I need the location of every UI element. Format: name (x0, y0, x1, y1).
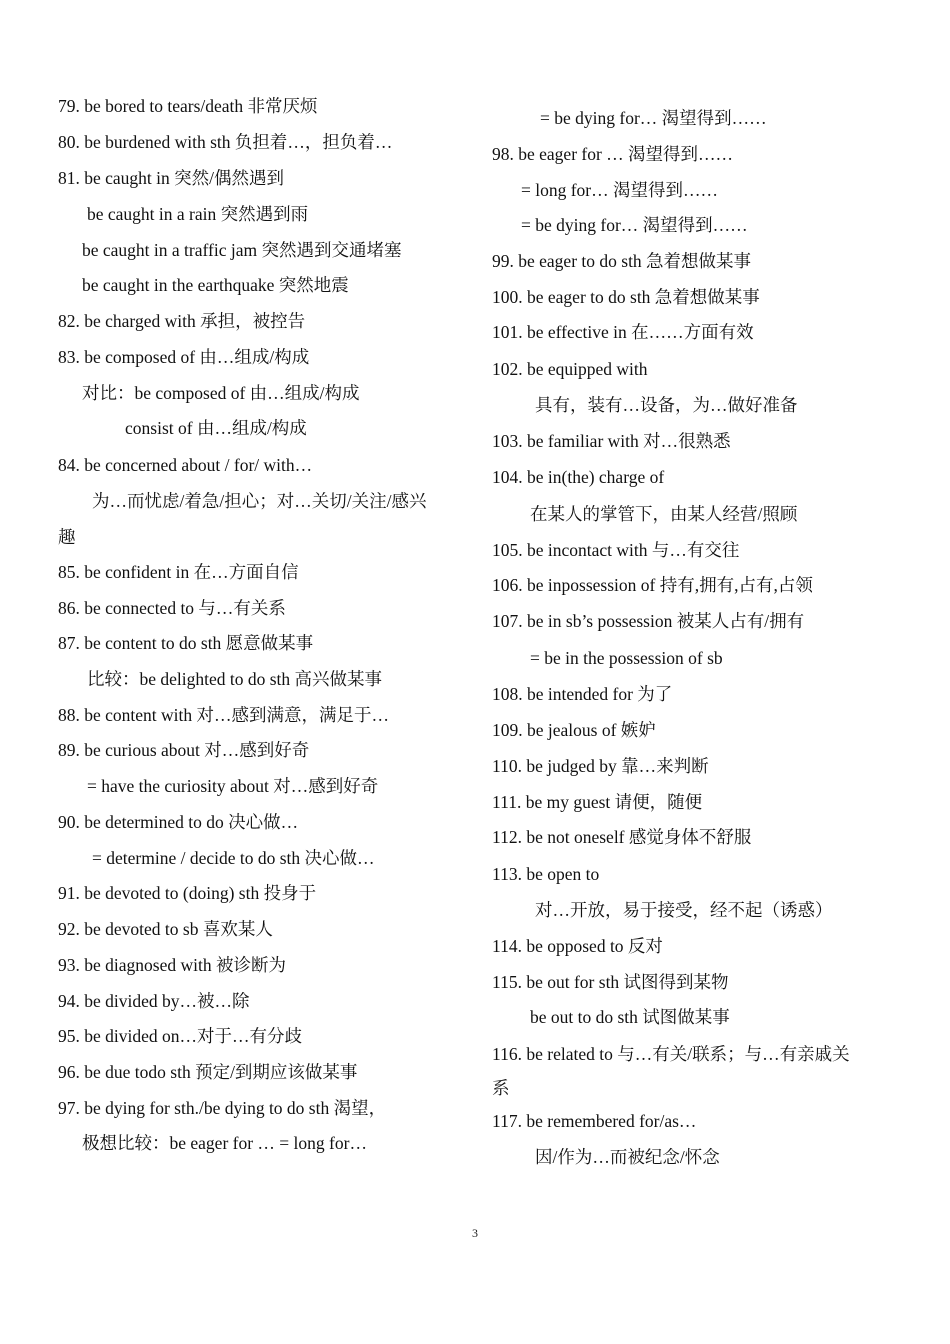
entry-87-compare: 比较：be delighted to do sth 高兴做某事 (87, 669, 383, 689)
entry-111: 111. be my guest 请便，随便 (492, 792, 703, 812)
entry-83-compare: 对比：be composed of 由…组成/构成 (82, 383, 360, 403)
entry-117: 117. be remembered for/as… (492, 1111, 697, 1131)
entry-100: 100. be eager to do sth 急着想做某事 (492, 287, 760, 307)
entry-103: 103. be familiar with 对…很熟悉 (492, 431, 731, 451)
entry-117-meaning: 因/作为…而被纪念/怀念 (535, 1147, 720, 1167)
entry-98-equiv-2: = be dying for… 渴望得到…… (521, 215, 748, 235)
entry-115: 115. be out for sth 试图得到某物 (492, 972, 729, 992)
entry-110: 110. be judged by 靠…来判断 (492, 756, 709, 776)
entry-102-meaning: 具有，装有…设备，为…做好准备 (535, 395, 798, 415)
entry-108: 108. be intended for 为了 (492, 684, 673, 704)
entry-102: 102. be equipped with (492, 359, 648, 379)
entry-82: 82. be charged with 承担，被控告 (58, 311, 306, 331)
entry-87: 87. be content to do sth 愿意做某事 (58, 633, 314, 653)
entry-107-equiv: = be in the possession of sb (530, 648, 723, 668)
entry-94: 94. be divided by…被…除 (58, 991, 250, 1011)
entry-104: 104. be in(the) charge of (492, 467, 665, 487)
entry-107: 107. be in sb’s possession 被某人占有/拥有 (492, 611, 805, 631)
entry-91: 91. be devoted to (doing) sth 投身于 (58, 883, 317, 903)
entry-85: 85. be confident in 在…方面自信 (58, 562, 299, 582)
entry-84: 84. be concerned about / for/ with… (58, 455, 313, 475)
entry-96: 96. be due todo sth 预定/到期应该做某事 (58, 1062, 358, 1082)
page-number: 3 (472, 1226, 478, 1240)
entry-93: 93. be diagnosed with 被诊断为 (58, 955, 286, 975)
entry-105: 105. be incontact with 与…有交往 (492, 540, 740, 560)
entry-81-sub-3: be caught in the earthquake 突然地震 (82, 275, 349, 295)
entry-90-equiv: = determine / decide to do sth 决心做… (92, 848, 375, 868)
entry-95: 95. be divided on…对于…有分歧 (58, 1026, 303, 1046)
entry-81-sub-1: be caught in a rain 突然遇到雨 (87, 204, 309, 224)
entry-114: 114. be opposed to 反对 (492, 936, 663, 956)
entry-116-cont: 系 (492, 1078, 510, 1098)
entry-101: 101. be effective in 在……方面有效 (492, 322, 754, 342)
entry-80: 80. be burdened with sth 负担着…，担负着… (58, 132, 393, 152)
entry-98-equiv-1: = long for… 渴望得到…… (521, 180, 719, 200)
entry-86: 86. be connected to 与…有关系 (58, 598, 286, 618)
entry-79: 79. be bored to tears/death 非常厌烦 (58, 96, 318, 116)
entry-90: 90. be determined to do 决心做… (58, 812, 299, 832)
entry-113: 113. be open to (492, 864, 600, 884)
entry-89: 89. be curious about 对…感到好奇 (58, 740, 310, 760)
entry-84-meaning: 为…而忧虑/着急/担心；对…关切/关注/感兴 (92, 491, 427, 511)
entry-97: 97. be dying for sth./be dying to do sth 渴望， (58, 1098, 387, 1118)
entry-89-equiv: = have the curiosity about 对…感到好奇 (87, 776, 379, 796)
entry-116: 116. be related to 与…有关/联系；与…有亲戚关 (492, 1044, 850, 1064)
entry-106: 106. be inpossession of 持有,拥有,占有,占领 (492, 575, 813, 595)
entry-83-consist: consist of 由…组成/构成 (125, 418, 307, 438)
entry-98: 98. be eager for … 渴望得到…… (492, 144, 734, 164)
entry-88: 88. be content with 对…感到满意，满足于… (58, 705, 390, 725)
entry-81: 81. be caught in 突然/偶然遇到 (58, 168, 285, 188)
entry-92: 92. be devoted to sb 喜欢某人 (58, 919, 273, 939)
entry-81-sub-2: be caught in a traffic jam 突然遇到交通堵塞 (82, 240, 402, 260)
entry-83: 83. be composed of 由…组成/构成 (58, 347, 310, 367)
entry-104-meaning: 在某人的掌管下，由某人经营/照顾 (530, 504, 798, 524)
entry-99: 99. be eager to do sth 急着想做某事 (492, 251, 752, 271)
entry-115-sub: be out to do sth 试图做某事 (530, 1007, 730, 1027)
entry-97-compare: 极想比较：be eager for … = long for… (82, 1133, 367, 1153)
entry-84-meaning-cont: 趣 (58, 527, 76, 547)
entry-97-equiv: = be dying for… 渴望得到…… (540, 108, 767, 128)
entry-109: 109. be jealous of 嫉妒 (492, 720, 656, 740)
entry-112: 112. be not oneself 感觉身体不舒服 (492, 827, 752, 847)
entry-113-meaning: 对…开放，易于接受，经不起（诱惑） (535, 900, 833, 920)
